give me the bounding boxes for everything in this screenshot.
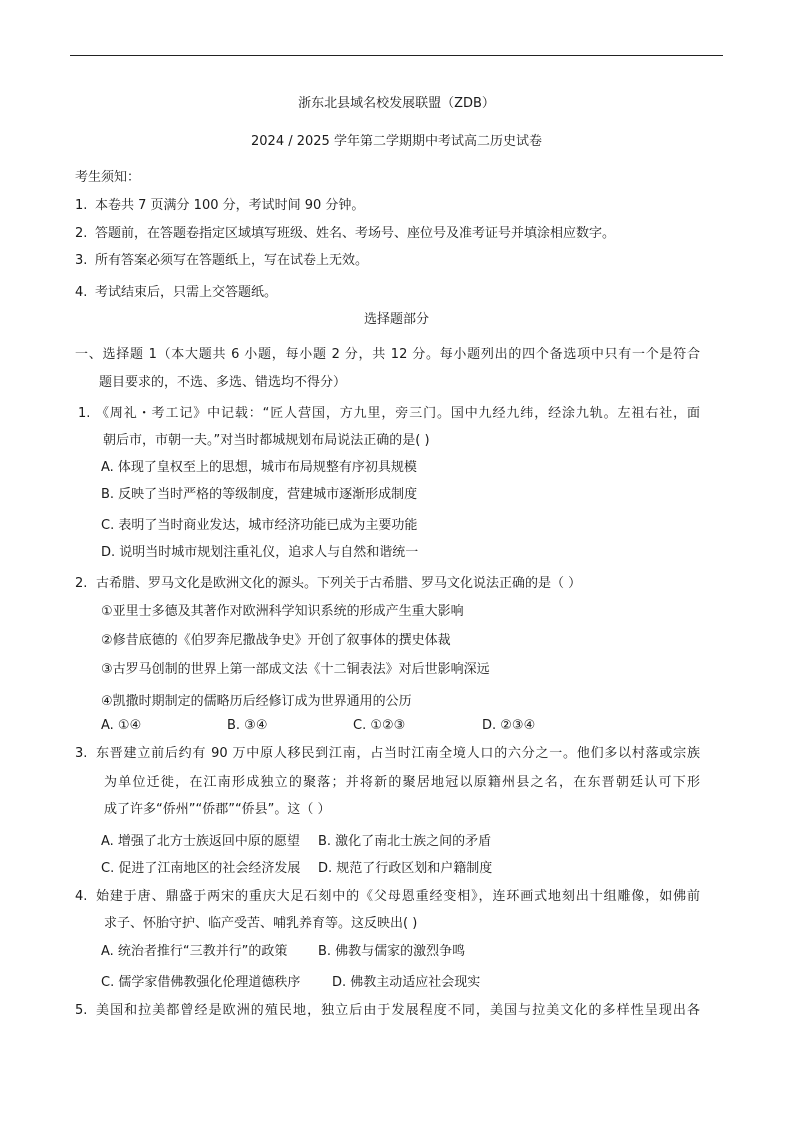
option-c: C. 表明了当时商业发达，城市经济功能已成为主要功能 — [101, 518, 418, 533]
option-a: A. 增强了北方士族返回中原的愿望 — [101, 834, 300, 849]
question-number: 2. — [75, 576, 88, 591]
option-d: D. 佛教主动适应社会现实 — [332, 975, 481, 990]
header-rule — [70, 55, 723, 56]
question-stem-line: 美国和拉美都曾经是欧洲的殖民地，独立后由于发展程度不同，美国与拉美文化的多样性呈现出各 — [96, 1003, 700, 1018]
option-b: B. 佛教与儒家的激烈争鸣 — [318, 944, 466, 959]
question-number: 4. — [75, 889, 88, 904]
option-b: B. ③④ — [227, 718, 268, 733]
section-intro-line: 一、选择题 1（本大题共 6 小题，每小题 2 分，共 12 分。每小题列出的四个备选项中只有一个是符合 — [75, 347, 700, 362]
notice-item: 答题前，在答题卷指定区域填写班级、姓名、考场号、座位号及准考证号并填涂相应数字。 — [95, 226, 616, 241]
statement-4: ④凯撒时期制定的儒略历后经修订成为世界通用的公历 — [101, 694, 412, 709]
question-number: 3. — [75, 746, 88, 761]
question-number: 1. — [78, 406, 91, 421]
option-d: D. 规范了行政区划和户籍制度 — [318, 861, 493, 876]
option-c: C. ①②③ — [353, 718, 406, 733]
exam-title: 2024 / 2025 学年第二学期期中考试高二历史试卷 — [251, 134, 542, 149]
question-stem-line: 成了许多“侨州”“侨郡”“侨县”。这（ ） — [104, 802, 331, 817]
notice-number: 4. — [75, 285, 88, 300]
section-intro-line: 题目要求的，不选、多选、错选均不得分） — [99, 375, 347, 390]
statement-1: ①亚里士多德及其著作对欧洲科学知识系统的形成产生重大影响 — [101, 604, 464, 619]
question-number: 5. — [75, 1003, 88, 1018]
option-b: B. 激化了南北士族之间的矛盾 — [318, 834, 492, 849]
notice-heading: 考生须知： — [75, 170, 141, 185]
question-stem-line: 朝后市，市朝一夫。”对当时都城规划布局说法正确的是( ) — [103, 433, 430, 448]
option-c: C. 儒学家借佛教强化伦理道德秩序 — [101, 975, 301, 990]
notice-item: 考试结束后，只需上交答题纸。 — [95, 285, 278, 300]
org-name: 浙东北县域名校发展联盟（ZDB） — [298, 96, 495, 111]
notice-item: 本卷共 7 页满分 100 分，考试时间 90 分钟。 — [95, 198, 365, 213]
option-d: D. ②③④ — [482, 718, 536, 733]
option-b: B. 反映了当时严格的等级制度，营建城市逐渐形成制度 — [101, 487, 418, 502]
notice-number: 2. — [75, 226, 88, 241]
question-stem-line: 求子、怀胎守护、临产受苦、哺乳养育等。这反映出( ) — [104, 916, 418, 931]
question-stem-line: 始建于唐、鼎盛于两宋的重庆大足石刻中的《父母恩重经变相》，连环画式地刻出十组雕像，如佛前 — [96, 889, 700, 904]
option-a: A. 统治者推行“三教并行”的政策 — [101, 944, 288, 959]
notice-number: 1. — [75, 198, 88, 213]
statement-2: ②修昔底德的《伯罗奔尼撒战争史》开创了叙事体的撰史体裁 — [101, 633, 451, 648]
option-d: D. 说明当时城市规划注重礼仪，追求人与自然和谐统一 — [101, 545, 419, 560]
statement-3: ③古罗马创制的世界上第一部成文法《十二铜表法》对后世影响深远 — [101, 662, 490, 677]
section-title: 选择题部分 — [363, 312, 429, 327]
notice-number: 3. — [75, 253, 88, 268]
notice-item: 所有答案必须写在答题纸上，写在试卷上无效。 — [95, 253, 369, 268]
question-stem-line: 东晋建立前后约有 90 万中原人移民到江南，占当时江南全境人口的六分之一。他们多以村落或宗族 — [96, 746, 700, 761]
option-a: A. ①④ — [101, 718, 142, 733]
question-stem: 古希腊、罗马文化是欧洲文化的源头。下列关于古希腊、罗马文化说法正确的是（ ） — [96, 576, 582, 591]
option-c: C. 促进了江南地区的社会经济发展 — [101, 861, 301, 876]
option-a: A. 体现了皇权至上的思想，城市布局规整有序初具规模 — [101, 460, 417, 475]
question-stem-line: 为单位迁徙，在江南形成独立的聚落；并将新的聚居地冠以原籍州县之名，在东晋朝廷认可下形 — [104, 775, 700, 790]
question-stem-line: 《周礼・考工记》中记载：“匠人营国，方九里，旁三门。国中九经九纬，经涂九轨。左祖右社，面 — [96, 406, 700, 421]
